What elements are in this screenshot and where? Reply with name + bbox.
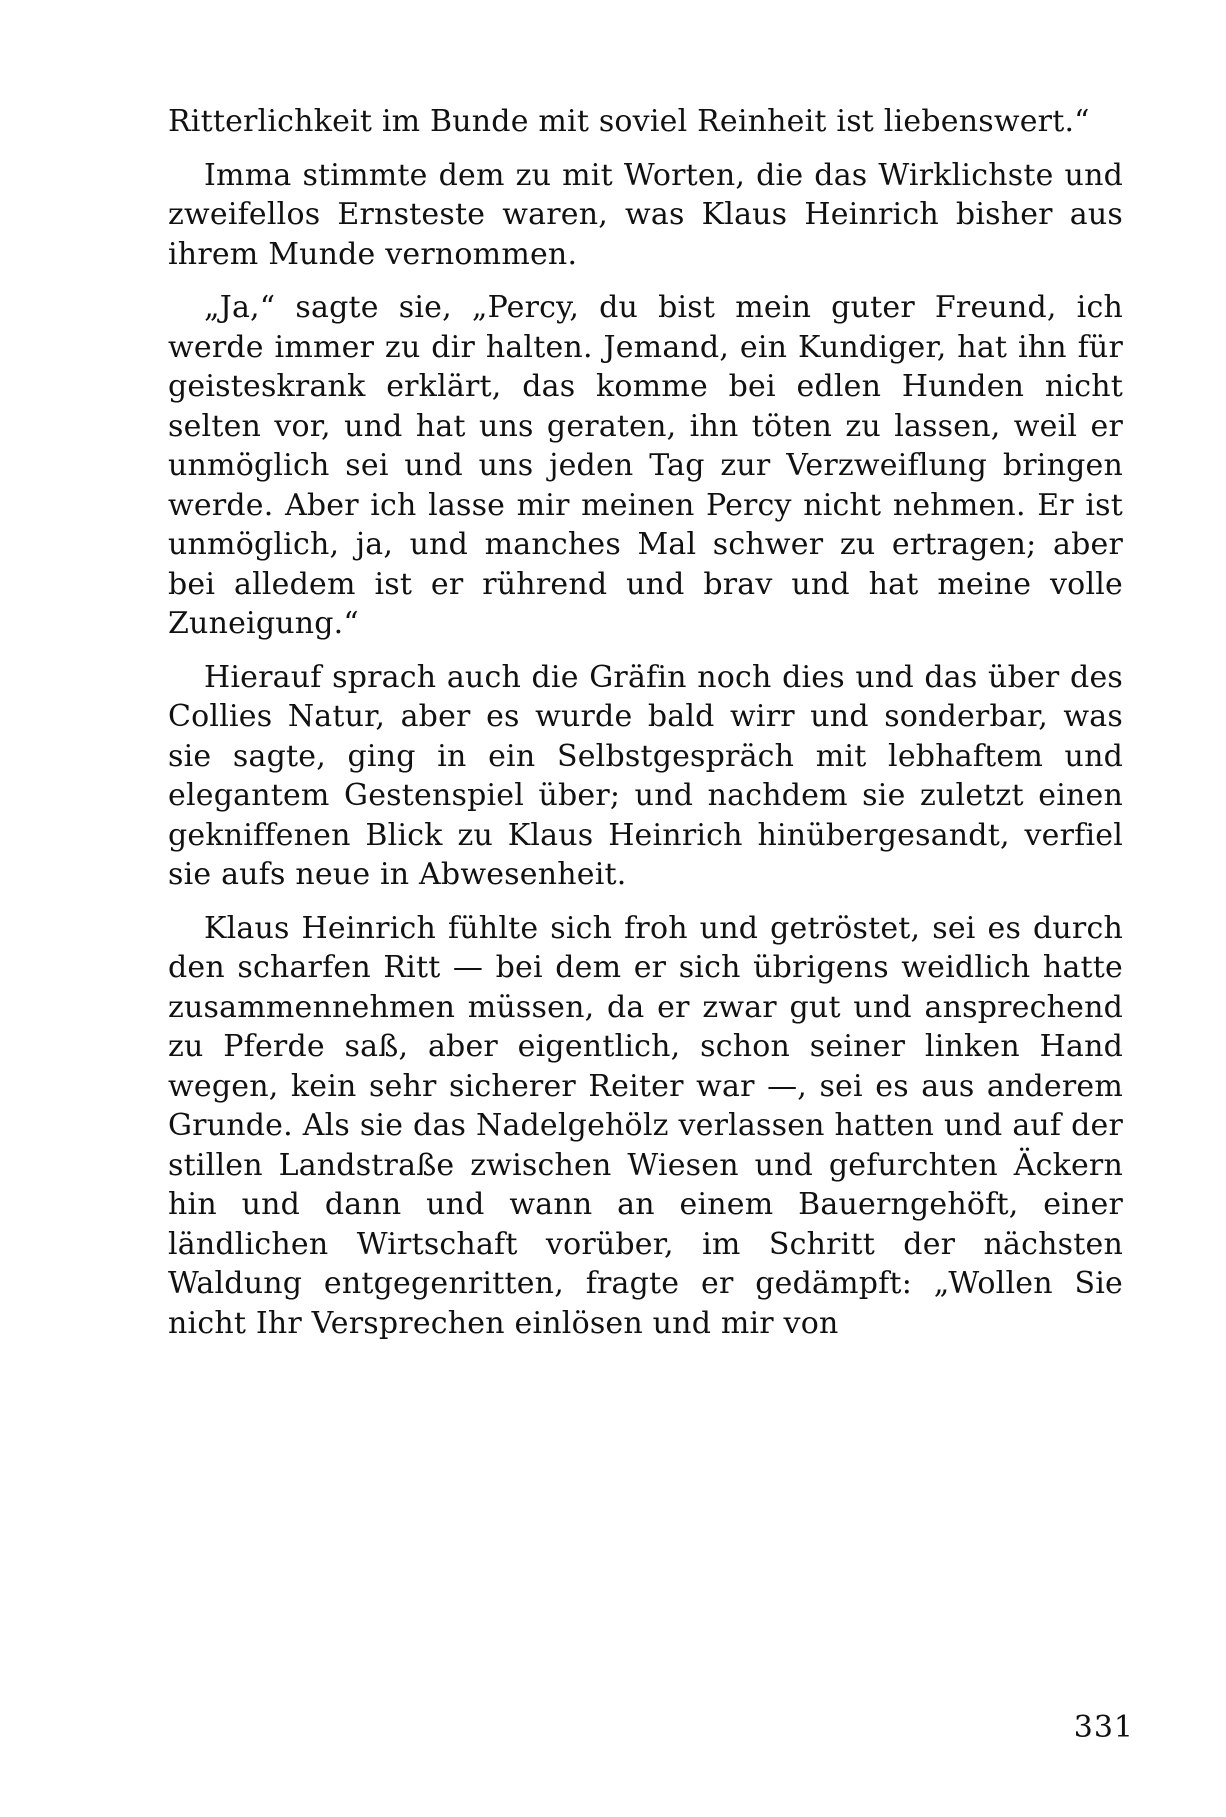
paragraph-5: Klaus Heinrich fühlte sich froh und getröstet, sei es durch den scharfen Ritt — bei dem er sich übrigens weidlich hatte zusammennehmen müssen, da er zwar gut und ansprechend zu Pferde saß, aber eigentlich, schon seiner linken Hand wegen, kein sehr sicherer Reiter war —, sei es aus anderem Grunde. Als sie das Nadelgehölz verlassen hatten und auf der stillen Landstraße zwischen Wiesen und gefurchten Äckern hin und dann und wann an einem Bauerngehöft, einer ländlichen Wirtschaft vorüber, im Schritt der nächsten Waldung entgegenritten, fragte er gedämpft: „Wollen Sie nicht Ihr Versprechen einlösen und mir von [168, 910, 1123, 1341]
body-text [168, 102, 1123, 1343]
paragraph-2: Imma stimmte dem zu mit Worten, die das Wirklichste und zweifellos Ernsteste waren, was Klaus Heinrich bisher aus ihrem Munde vernommen. [168, 157, 1123, 272]
paragraph-3: „Ja,“ sagte sie, „Percy, du bist mein guter Freund, ich werde immer zu dir halten. Jemand, ein Kundiger, hat ihn für geisteskrank erklärt, das komme bei edlen Hunden nicht selten vor, und hat uns geraten, ihn töten zu lassen, weil er unmöglich sei und uns jeden Tag zur Verzweiflung bringen werde. Aber ich lasse mir meinen Percy nicht nehmen. Er ist unmöglich, ja, und manches Mal schwer zu ertragen; aber bei alledem ist er rührend und brav und hat meine volle Zuneigung.“ [168, 290, 1123, 641]
paragraph-1: Ritterlichkeit im Bunde mit soviel Reinheit ist liebenswert.“ [168, 104, 1090, 139]
paragraph-4: Hierauf sprach auch die Gräfin noch dies und das über des Collies Natur, aber es wurde bald wirr und sonderbar, was sie sagte, ging in ein Selbstgespräch mit lebhaftem und elegantem Gestenspiel über; und nachdem sie zuletzt einen gekniffenen Blick zu Klaus Heinrich hinübergesandt, verfiel sie aufs neue in Abwesenheit. [168, 659, 1123, 892]
page-number: 331 [1073, 1710, 1134, 1745]
